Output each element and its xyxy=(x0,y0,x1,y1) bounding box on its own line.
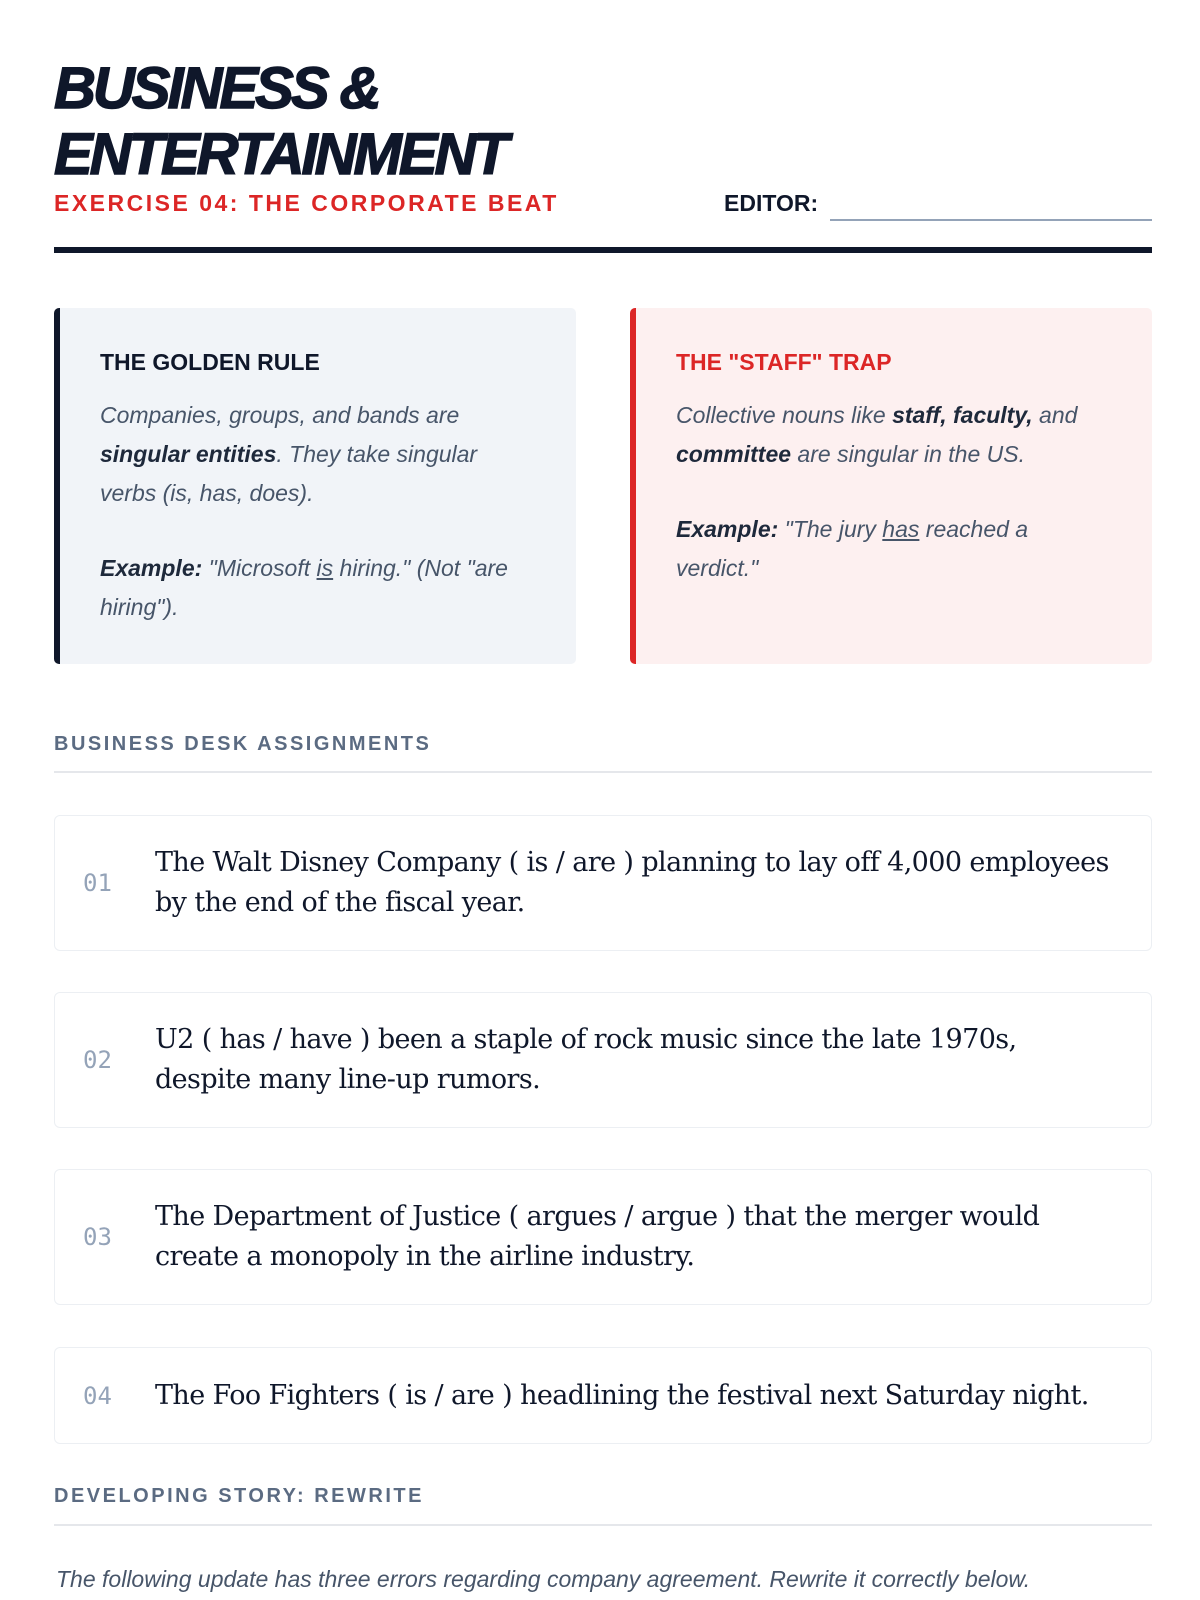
text: Companies, groups, and bands are xyxy=(100,402,460,428)
underlined-verb: is xyxy=(316,555,334,581)
item-sentence[interactable]: U2 ( has / have ) been a staple of rock music since the late 1970s, despite many line-up rumors. xyxy=(155,1024,1017,1095)
staff-trap-text xyxy=(676,396,1112,474)
item-sentence[interactable]: The Department of Justice ( argues / argue ) that the merger would create a monopoly in the airline industry. xyxy=(155,1201,1040,1272)
item-number: 02 xyxy=(83,1046,112,1074)
item-number: 01 xyxy=(83,869,112,897)
title-line-2: ENTERTAINMENT xyxy=(54,122,506,187)
golden-rule-text xyxy=(100,396,536,513)
golden-rule-card xyxy=(54,308,576,664)
text: hiring." (Not "are hiring"). xyxy=(100,555,508,620)
item-sentence[interactable]: The Walt Disney Company ( is / are ) planning to lay off 4,000 employees by the end of the fiscal year. xyxy=(155,847,1109,918)
text: . They take singular verbs (is, has, does). xyxy=(100,441,478,506)
exercise-item xyxy=(54,1347,1152,1444)
header-divider xyxy=(54,247,1152,253)
underlined-verb: has xyxy=(882,516,920,542)
exercise-item xyxy=(54,815,1152,951)
item-number: 03 xyxy=(83,1223,112,1251)
title-line-1: BUSINESS & xyxy=(54,56,379,121)
golden-rule-heading: THE GOLDEN RULE xyxy=(100,349,320,375)
exercise-item xyxy=(54,992,1152,1128)
editor-input-line[interactable] xyxy=(830,219,1152,221)
example-label: Example: xyxy=(676,516,779,542)
emphasis: staff, faculty, xyxy=(892,402,1033,428)
editor-label: EDITOR: xyxy=(724,190,819,216)
example-label: Example: xyxy=(100,555,203,581)
page-title xyxy=(54,56,506,188)
section-divider xyxy=(54,1524,1152,1526)
emphasis: committee xyxy=(676,441,792,467)
text: reached a verdict." xyxy=(676,516,1029,581)
staff-trap-example xyxy=(676,510,1112,588)
exercise-subtitle: EXERCISE 04: THE CORPORATE BEAT xyxy=(54,190,559,216)
text: Collective nouns like xyxy=(676,402,893,428)
staff-trap-card xyxy=(630,308,1152,664)
section-heading-assignments: BUSINESS DESK ASSIGNMENTS xyxy=(54,733,432,755)
staff-trap-heading: THE "STAFF" TRAP xyxy=(676,349,892,375)
exercise-item xyxy=(54,1169,1152,1305)
emphasis: singular entities xyxy=(100,441,277,467)
text: and xyxy=(1032,402,1078,428)
text: "The jury xyxy=(778,516,883,542)
text: "Microsoft xyxy=(202,555,317,581)
golden-rule-example xyxy=(100,549,536,627)
rewrite-instructions: The following update has three errors regarding company agreement. Rewrite it correctly below. xyxy=(56,1566,1031,1592)
section-divider xyxy=(54,771,1152,773)
text: are singular in the US. xyxy=(791,441,1025,467)
item-number: 04 xyxy=(83,1381,112,1410)
section-heading-rewrite: DEVELOPING STORY: REWRITE xyxy=(54,1485,424,1507)
item-sentence[interactable]: The Foo Fighters ( is / are ) headlining the festival next Saturday night. xyxy=(155,1379,1089,1411)
